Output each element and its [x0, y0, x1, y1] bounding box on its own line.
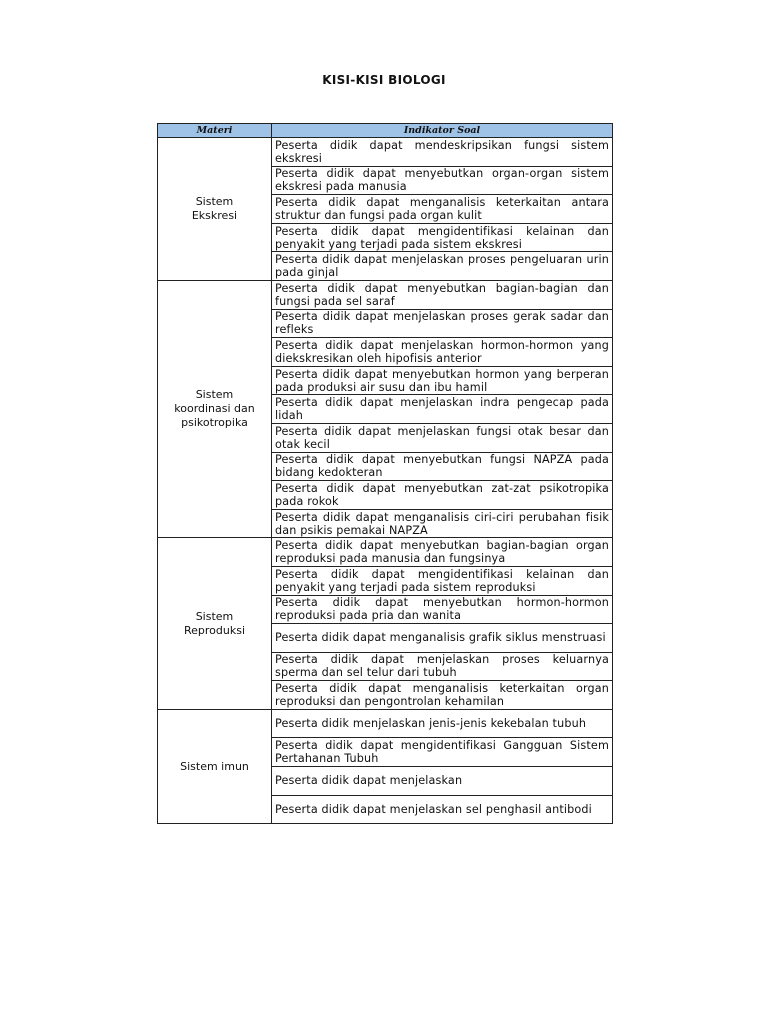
indikator-cell: Peserta didik dapat menyebutkan zat-zat psikotropika pada rokok [272, 481, 613, 510]
indikator-cell: Peserta didik dapat menjelaskan proses gerak sadar dan refleks [272, 309, 613, 338]
indikator-cell: Peserta didik dapat menjelaskan proses pengeluaran urin pada ginjal [272, 252, 613, 281]
indikator-cell: Peserta didik dapat menjelaskan hormon-hormon yang diekskresikan oleh hipofisis anterior [272, 338, 613, 367]
kisi-kisi-table [157, 123, 613, 824]
indikator-cell: Peserta didik dapat menjelaskan fungsi otak besar dan otak kecil [272, 423, 613, 452]
indikator-cell: Peserta didik dapat menjelaskan [272, 767, 613, 796]
table-row [158, 138, 613, 167]
indikator-cell: Peserta didik dapat menyebutkan hormon yang berperan pada produksi air susu dan ibu hamil [272, 366, 613, 395]
indikator-cell: Peserta didik dapat mengidentifikasi Gangguan Sistem Pertahanan Tubuh [272, 738, 613, 767]
indikator-cell: Peserta didik dapat mengidentifikasi kelainan dan penyakit yang terjadi pada sistem reproduksi [272, 566, 613, 595]
materi-cell: Sistem Ekskresi [158, 138, 272, 281]
indikator-cell: Peserta didik dapat menganalisis ciri-ciri perubahan fisik dan psikis pemakai NAPZA [272, 509, 613, 538]
indikator-cell: Peserta didik dapat menganalisis grafik siklus menstruasi [272, 624, 613, 653]
materi-cell: Sistem Reproduksi [158, 538, 272, 710]
materi-cell: Sistem koordinasi dan psikotropika [158, 280, 272, 537]
indikator-cell: Peserta didik dapat menjelaskan sel penghasil antibodi [272, 795, 613, 824]
indikator-cell: Peserta didik dapat mengidentifikasi kelainan dan penyakit yang terjadi pada sistem ekskresi [272, 223, 613, 252]
indikator-cell: Peserta didik dapat menyebutkan hormon-hormon reproduksi pada pria dan wanita [272, 595, 613, 624]
table-body [158, 138, 613, 824]
indikator-cell: Peserta didik dapat menganalisis keterkaitan antara struktur dan fungsi pada organ kulit [272, 195, 613, 224]
table-row [158, 709, 613, 738]
indikator-cell: Peserta didik dapat menganalisis keterkaitan organ reproduksi dan pengontrolan kehamilan [272, 681, 613, 710]
indikator-cell: Peserta didik dapat menyebutkan bagian-bagian organ reproduksi pada manusia dan fungsinya [272, 538, 613, 567]
indikator-cell: Peserta didik dapat mendeskripsikan fungsi sistem ekskresi [272, 138, 613, 167]
table-row [158, 538, 613, 567]
indikator-cell: Peserta didik dapat menjelaskan indra pengecap pada lidah [272, 395, 613, 424]
indikator-cell: Peserta didik dapat menyebutkan fungsi NAPZA pada bidang kedokteran [272, 452, 613, 481]
indikator-cell: Peserta didik menjelaskan jenis-jenis kekebalan tubuh [272, 709, 613, 738]
indikator-cell: Peserta didik dapat menjelaskan proses keluarnya sperma dan sel telur dari tubuh [272, 652, 613, 681]
table-row [158, 280, 613, 309]
indikator-cell: Peserta didik dapat menyebutkan organ-organ sistem ekskresi pada manusia [272, 166, 613, 195]
header-materi: Materi [158, 124, 272, 138]
document-title: KISI-KISI BIOLOGI [322, 73, 446, 87]
materi-cell: Sistem imun [158, 709, 272, 823]
indikator-cell: Peserta didik dapat menyebutkan bagian-bagian dan fungsi pada sel saraf [272, 280, 613, 309]
header-indikator-soal: Indikator Soal [272, 124, 613, 138]
table-header-row [158, 124, 613, 138]
